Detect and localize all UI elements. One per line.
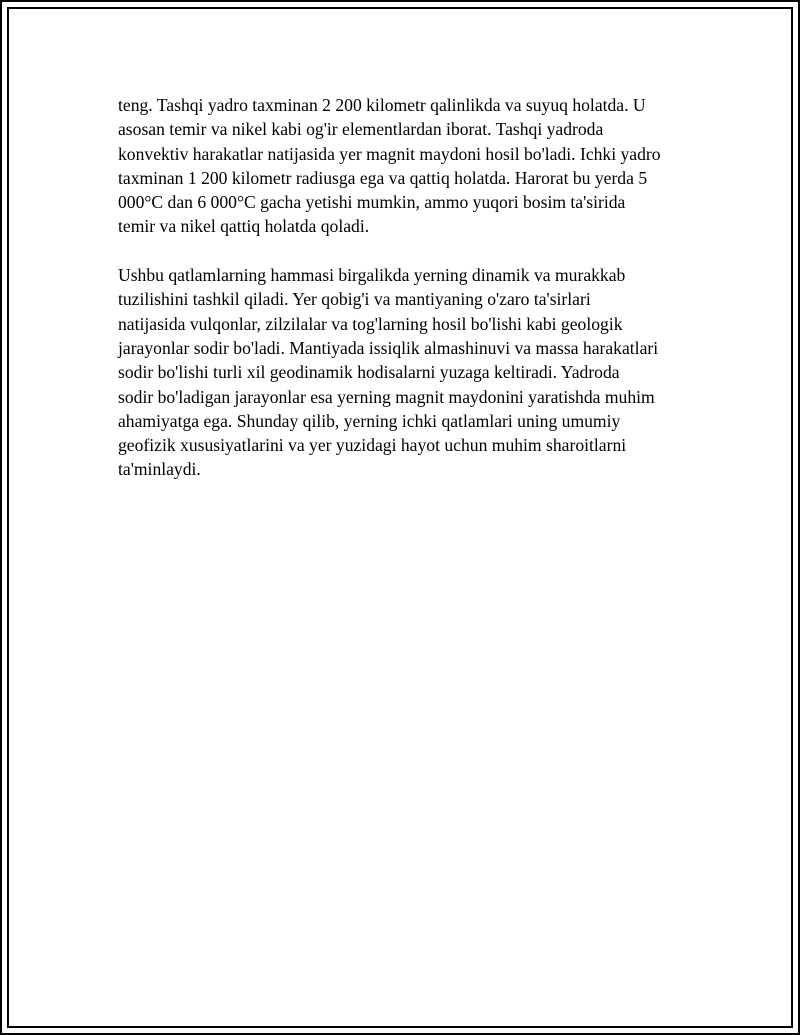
text-line: natijasida vulqonlar, zilzilalar va tog'larning hosil bo'lishi kabi geologik bbox=[118, 313, 623, 334]
text-line: temir va nikel qattiq holatda qoladi. bbox=[118, 216, 370, 237]
text-line: geofizik xususiyatlarini va yer yuzidagi hayot uchun muhim sharoitlarni bbox=[118, 435, 627, 456]
text-line: ahamiyatga ega. Shunday qilib, yerning ichki qatlamlari uning umumiy bbox=[118, 410, 621, 431]
text-line: sodir bo'lishi turli xil geodinamik hodisalarni yuzaga keltiradi. Yadroda bbox=[118, 362, 620, 383]
text-line: tuzilishini tashkil qiladi. Yer qobig'i va mantiyaning o'zaro ta'sirlari bbox=[118, 289, 591, 310]
text-line: teng. Tashqi yadro taxminan 2 200 kilometr qalinlikda va suyuq holatda. U bbox=[118, 95, 646, 115]
text-line: konvektiv harakatlar natijasida yer magnit maydoni hosil bo'ladi. Ichki yadro bbox=[118, 143, 661, 164]
paragraph-1 bbox=[118, 93, 698, 239]
text-line: taxminan 1 200 kilometr radiusga ega va qattiq holatda. Harorat bu yerda 5 bbox=[118, 167, 648, 188]
text-line: ta'minlaydi. bbox=[118, 459, 201, 480]
paragraph-2 bbox=[118, 263, 698, 482]
text-line: 000°C dan 6 000°C gacha yetishi mumkin, ammo yuqori bosim ta'sirida bbox=[118, 192, 626, 213]
text-line: jarayonlar sodir bo'ladi. Mantiyada issiqlik almashinuvi va massa harakatlari bbox=[118, 337, 659, 358]
text-line: asosan temir va nikel kabi og'ir elementlardan iborat. Tashqi yadroda bbox=[118, 119, 604, 140]
document-body bbox=[118, 93, 698, 506]
text-line: Ushbu qatlamlarning hammasi birgalikda yerning dinamik va murakkab bbox=[118, 265, 626, 286]
text-line: sodir bo'ladigan jarayonlar esa yerning magnit maydonini yaratishda muhim bbox=[118, 386, 655, 407]
